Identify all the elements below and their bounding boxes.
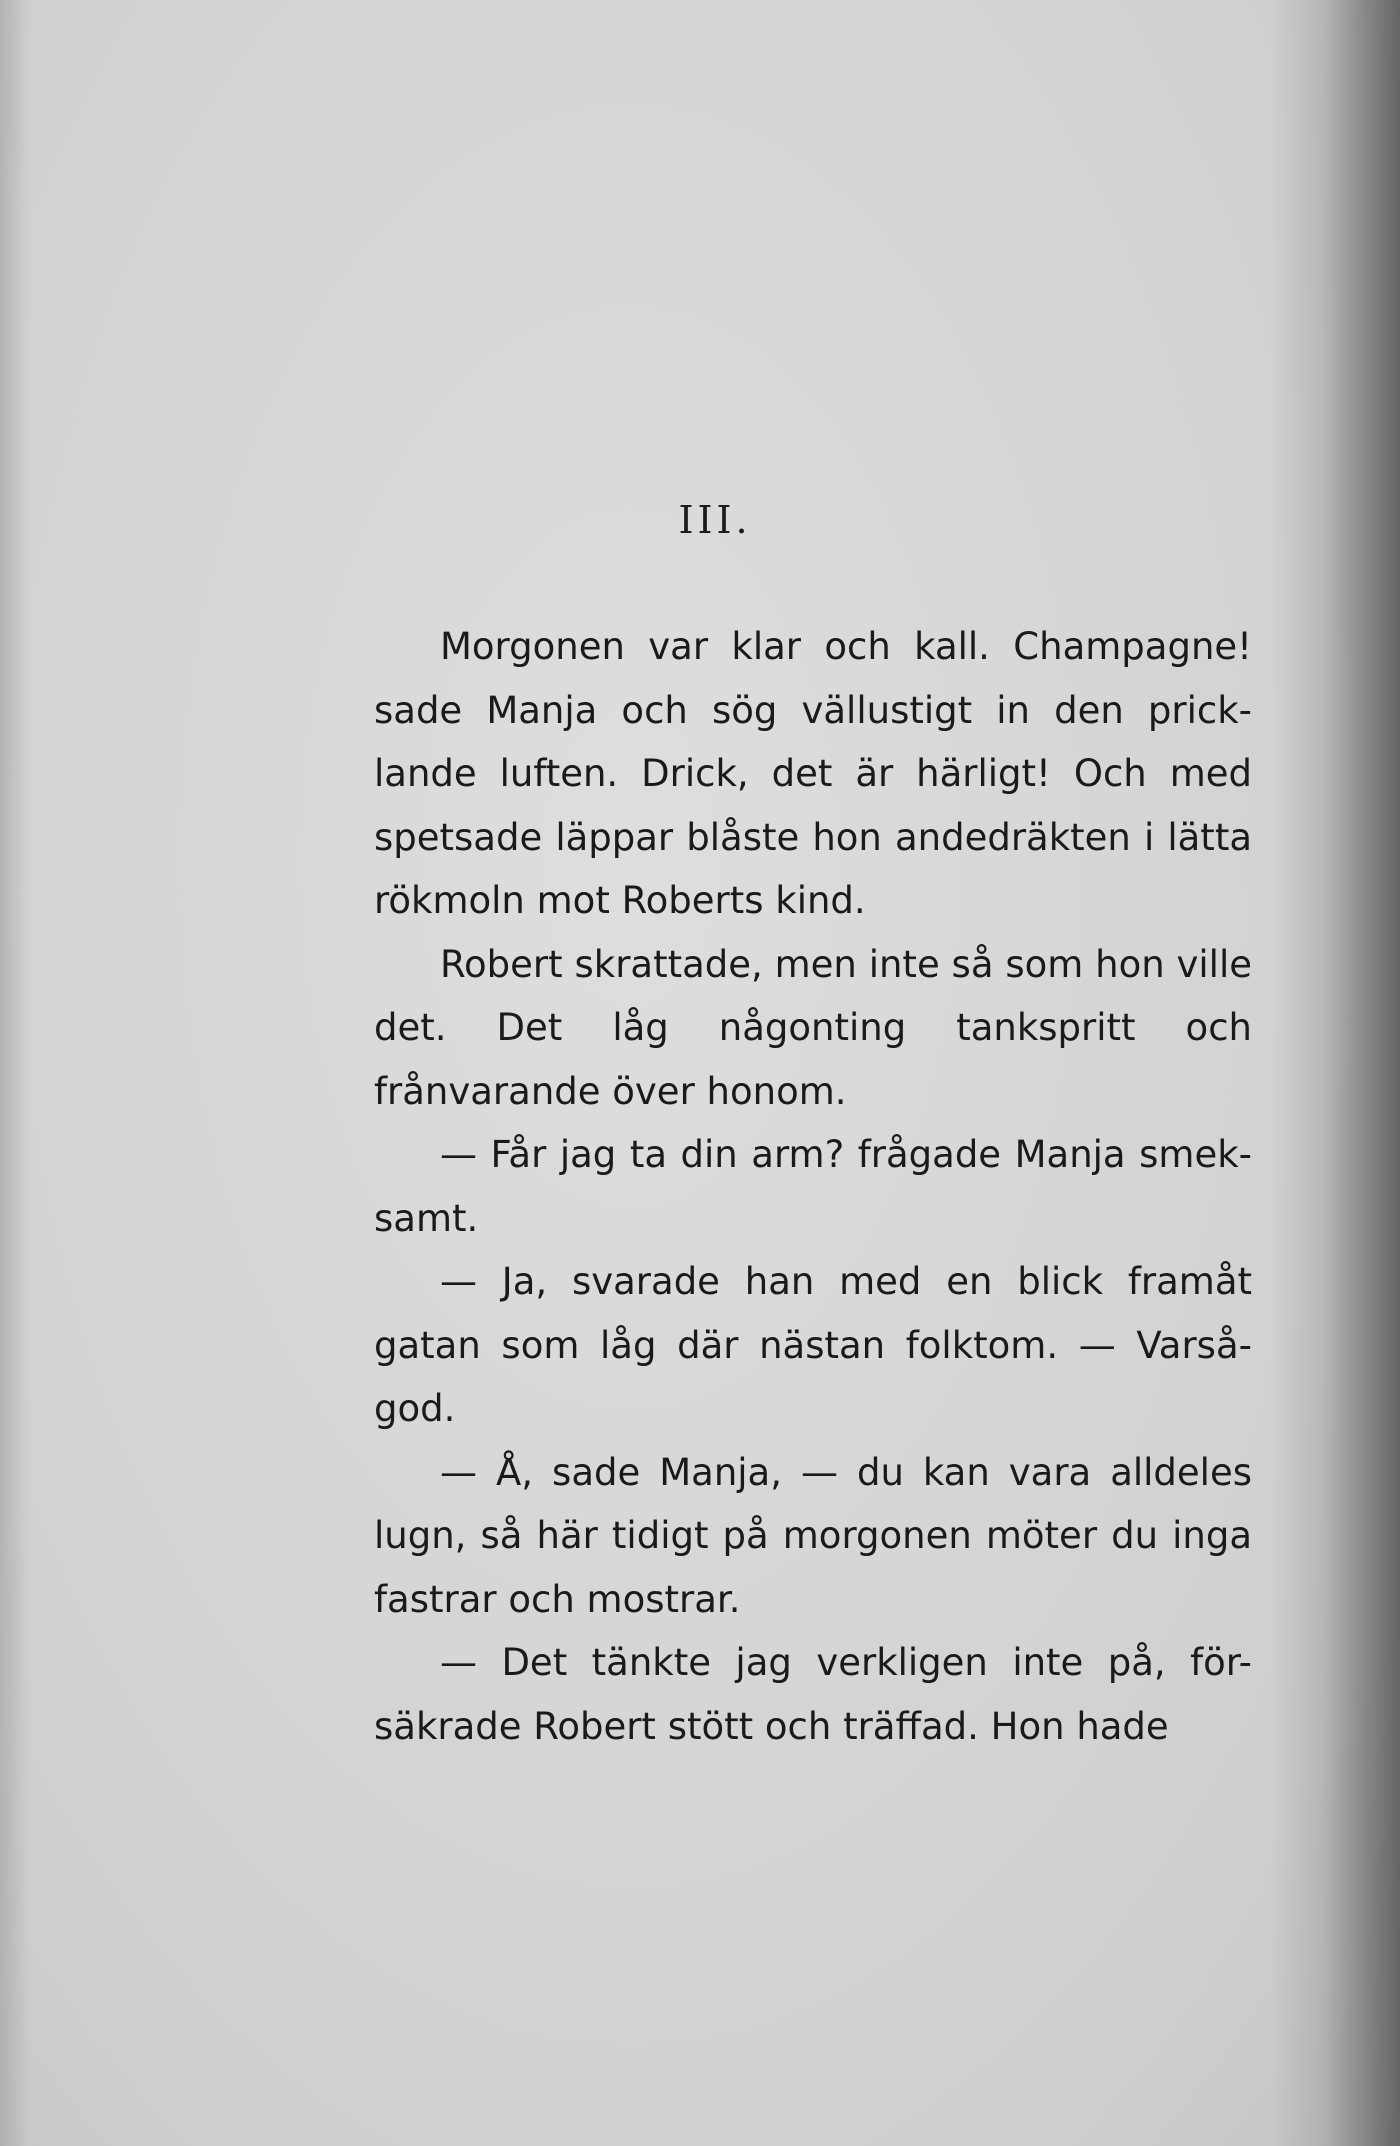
paragraph: — Det tänkte jag verkligen inte på, för- säkrade Robert stött och träffad. Hon hade [374, 1641, 1252, 1748]
page-edge-shadow [0, 0, 30, 2146]
paragraph: — Får jag ta din arm? frågade Manja smek- samt. [374, 1133, 1252, 1240]
gutter-shadow [1270, 0, 1400, 2146]
paragraph: Morgonen var klar och kall. Champagne! sade Manja och sög vällustigt in den prick- lande luften. Drick, det är härligt! Och med spetsade läppar blåste hon andedräkten i lätta rökmoln mot Roberts kind. [374, 625, 1252, 922]
paragraph: — Å, sade Manja, — du kan vara alldeles lugn, så här tidigt på morgonen möter du inga fastrar och mostrar. [374, 1450, 1252, 1621]
chapter-heading: III. [678, 498, 752, 542]
paragraph: Robert skrattade, men inte så som hon ville det. Det låg någonting tankspritt och frånvarande över honom. [374, 942, 1252, 1113]
paragraph: — Ja, svarade han med en blick framåt gatan som låg där nästan folktom. — Varså- god. [374, 1260, 1252, 1430]
body-text [374, 615, 1252, 1758]
